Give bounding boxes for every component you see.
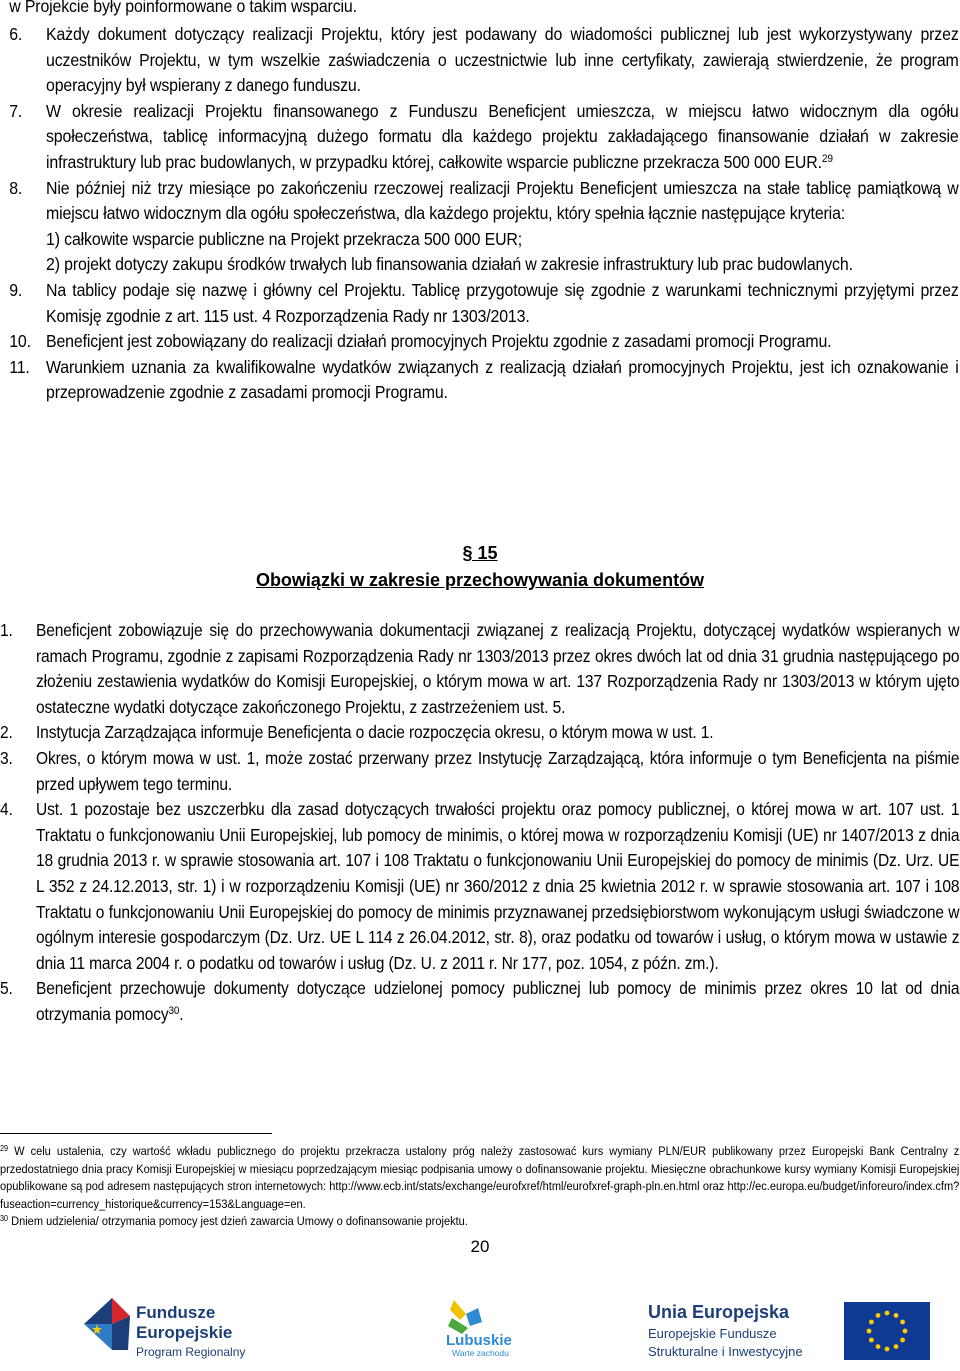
eu-star-icon [876,1344,881,1349]
eu-star-icon [885,1311,890,1316]
fe-emblem-icon [82,1294,257,1366]
eu-star-icon [869,1320,874,1325]
section-heading [0,540,960,594]
eu-flag-icon [648,1296,948,1366]
lead-line: w Projekcie były poinformowane o takim wsparciu. [9,0,357,16]
list-item-7: 7. W okresie realizacji Projektu finansowanego z Funduszu Beneficjent umieszcza, w miejscu łatwo widocznym dla ogółu społeczeństwa, tablicę informacyjną dużego formatu dla każdego projektu zakładającego finansowanie działań w zakresie infrastruktury lub prac budowlanych, w przypadku której, całkowite wsparcie publiczne przekracza 500 000 EUR.$^{29}$ [9,100,959,172]
storage-items [0,618,959,1028]
list-item-8: 8. Nie później niż trzy miesiące po zakończeniu rzeczowej realizacji Projektu Beneficjent umieszcza na stałe tablicę pamiątkową w miejscu łatwo widocznym dla ogółu społeczeństwa, dla każdego projektu, który spełnia łącznie następujące kryteria: 1) całkowite wsparcie publiczne na Projekt przekracza 500 000 EUR; 2) projekt dotyczy zakupu środków trwałych lub finansowania działań w zakresie infrastruktury lub prac budowlanych. [9,176,958,278]
svg-text:Warte zachodu: Warte zachodu [452,1348,509,1358]
eu-star-icon [894,1313,899,1318]
list-item-6: 6. Każdy dokument dotyczący realizacji Projektu, który jest podawany do wiadomości publicznej lub jest wykorzystywany przez uczestników Projektu, w tym wszelkie zaświadczenia o uczestnictwie lub inne certyfikaty, zawierają stwierdzenie, że program operacyjny był wspierany z danego funduszu. [9,24,959,96]
footnote-divider [0,1133,272,1134]
list-item-s1: 1. Beneficjent zobowiązuje się do przechowywania dokumentacji związanej z realizacją Projektu, dotyczącej wydatków wspieranych w ramach Programu, zgodnie z zapisami Rozporządzenia Rady nr 1303/2013 przez okres dwóch lat od dnia 31 grudnia następującego po złożeniu zestawienia wydatków do Komisji Europejskiej, o którym mowa w art. 137 Rozporządzenia Rady nr 1303/2013 w którym ujęto ostateczne wydatki dotyczące zakończonego Projektu, z zastrzeżeniem ust. 5. [0,620,960,717]
page-number: 20 [470,1237,490,1256]
eu-star-icon [869,1338,874,1343]
lubuskie-emblem-icon [432,1298,542,1358]
eu-star-icon [900,1320,905,1325]
list-item-s2: 2. Instytucja Zarządzająca informuje Beneficjenta o dacie rozpoczęcia okresu, o którym mowa w ust. 1. [0,722,714,743]
eu-star-icon [900,1338,905,1343]
footnote-29: $^{29}$ W celu ustalenia, czy wartość wkładu publicznego do projektu przekracza ustalony próg należy zastosować kurs wymiany PLN/EUR publikowany przez Europejski Bank Centralny z przedostatniego dnia pracy Komisji Europejskiej w miesiącu poprzedzającym miesiąc podpisania umowy o dofinansowanie projektu. Miesięczne obrachunkowe kursy wymiany Komisji Europejskiej opublikowane są pod adresem następujących stron internetowych: http://www.ecb.int/stats/exchange/eurofxref/html/eurofxref-graph-pln.en.html oraz http://ec.europa.eu/budget/inforeuro/index.cfm?fuseaction=currency_historique&currency=153&Language=en. [0,1144,960,1211]
svg-text:Lubuskie: Lubuskie [446,1332,512,1349]
promotion-items [0,22,959,406]
eu-star-icon [903,1329,908,1334]
section-title: Obowiązki w zakresie przechowywania dokumentów [255,570,705,590]
lubuskie-logo [432,1298,542,1363]
footnote-ref-29[interactable]: 29 [821,152,833,165]
unia-europejska-logo [648,1296,948,1371]
list-item-9: 9. Na tablicy podaje się nazwę i główny cel Projektu. Tablicę przygotowuje się zgodnie z warunkami technicznymi przyjętymi przez Komisję zgodnie z art. 115 ust. 4 Rozporządzenia Rady nr 1303/2013. [9,279,959,326]
page-body [0,0,959,406]
footnotes [0,1143,959,1231]
eu-star-icon [867,1329,872,1334]
svg-text:Unia Europejska: Unia Europejska [648,1302,790,1322]
eu-star-icon [894,1344,899,1349]
eu-star-icon [876,1313,881,1318]
svg-text:Program Regionalny: Program Regionalny [136,1345,246,1359]
eu-star-icon [885,1347,890,1352]
footnote-30: $^{30}$ Dniem udzielenia/ otrzymania pomocy jest dzień zawarcia Umowy o dofinansowanie projektu. [0,1214,468,1228]
list-item-10: 10. Beneficjent jest zobowiązany do realizacji działań promocyjnych Projektu zgodnie z zasadami promocji Programu. [9,331,832,352]
criteria-1: 1) całkowite wsparcie publiczne na Projekt przekracza 500 000 EUR; [46,228,523,249]
footnote-ref-30[interactable]: 30 [168,1004,180,1017]
svg-text:Fundusze: Fundusze [136,1303,216,1322]
section-number: § 15 [462,543,498,563]
svg-text:Europejskie Fundusze: Europejskie Fundusze [648,1326,777,1341]
svg-text:Europejskie: Europejskie [136,1323,233,1342]
fundusze-europejskie-logo [82,1294,257,1371]
list-item-s4: 4. Ust. 1 pozostaje bez uszczerbku dla zasad dotyczących trwałości projektu oraz pomocy publicznej, o której mowa w art. 107 ust. 1 Traktatu o funkcjonowaniu Unii Europejskiej, lub pomocy de minimis, o której mowa w rozporządzeniu Komisji (UE) nr 1407/2013 z dnia 18 grudnia 2013 r. w sprawie stosowania art. 107 i 108 Traktatu o funkcjonowaniu Unii Europejskiej do pomocy de minimis (Dz. Urz. UE L 352 z 24.12.2013, str. 1) i w rozporządzeniu Komisji (UE) nr 360/2012 z dnia 25 kwietnia 2012 r. w sprawie stosowania art. 107 i 108 Traktatu o funkcjonowaniu Unii Europejskiej do pomocy de minimis przyznawanej przedsiębiorstwom wykonującym usługi świadczone w ogólnym interesie gospodarczym (Dz. Urz. UE L 114 z 26.04.2012, str. 8), oraz podatku od towarów i usług, o którym mowa w ustawie z dnia 11 marca 2004 r. o podatku od towarów i usług (Dz. U. z 2011 r. Nr 177, poz. 1054, z późn. zm.). [0,799,960,973]
list-item-s3: 3. Okres, o którym mowa w ust. 1, może zostać przerwany przez Instytucję Zarządzającą, która informuje o tym Beneficjenta na piśmie przed upływem tego terminu. [0,747,960,794]
list-item-s5: 5. Beneficjent przechowuje dokumenty dotyczące udzielonej pomocy publicznej lub pomocy de minimis przez okres 10 lat od dnia otrzymania pomocy$^{30}$. [0,978,960,1024]
logo-bar [0,1290,960,1368]
svg-text:Strukturalne i Inwestycyjne: Strukturalne i Inwestycyjne [648,1344,803,1359]
list-item-11: 11. Warunkiem uznania za kwalifikowalne wydatków związanych z realizacją działań promocyjnych Projektu, jest ich oznakowanie i przeprowadzenie zgodnie z zasadami promocji Programu. [9,356,959,403]
criteria-2: 2) projekt dotyczy zakupu środków trwałych lub finansowania działań w zakresie infrastruktury lub prac budowlanych. [46,254,853,275]
